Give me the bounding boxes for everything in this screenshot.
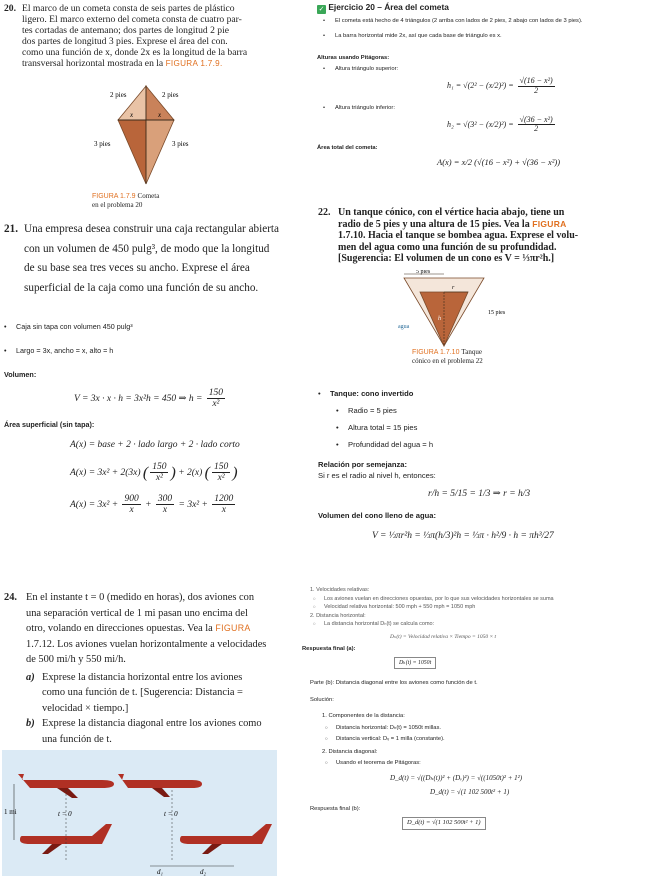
cone-r-label: r [452, 285, 455, 291]
part-a-label: a) [26, 671, 35, 683]
kite-label-x: x [130, 111, 134, 119]
frac-den: x² [212, 399, 220, 410]
area-formula: A(x) = x/2 (√(16 − x²) + √(36 − x²)) [437, 157, 561, 168]
h2-lhs: h₂ = √(3² − (x/2)²) = [447, 119, 514, 129]
solution-21: Caja sin tapa con volumen 450 pulg³ Largo = 3x, ancho = x, alto = h Volumen: V = 3x · x · h = 3x²h = 450 ⇒ h = $\frac{150}{\text{x²}}$ Área superficial (sin tapa): A(x) = base + 2 · lado largo + 2 · lado corto A(x) = 3x² + 2(3x) ( $\frac{150}{\text{x²}}$ ) + 2(x) ( $\frac{150}{\text{x²}}$ ) A(x) = 3x² + $\frac{900}{x}$ + $\frac{300}{x}$ = 3x² + $\frac{1200}{x}$ [4, 322, 304, 516]
problem-22-line: [Sugerencia: El volumen de un cono es V = ⅓πr²h.] [338, 253, 555, 264]
d1-label: d₁ [157, 868, 163, 876]
area-eq2b: + 2(x) [178, 468, 203, 478]
answer-a-title: Respuesta final (a): [302, 646, 356, 652]
problem-22-line: men del agua como una función de su profundidad. [338, 241, 557, 253]
frac-den: x² [217, 473, 225, 484]
diag-eq2: D_d(t) = √(1 102 500t² + 1) [430, 788, 510, 796]
caption-text: en el problema 20 [92, 201, 143, 209]
frac-den: x [221, 505, 226, 516]
solution-label: Solución: [310, 696, 334, 703]
bullet-text: Tanque: cono invertido [330, 389, 414, 398]
part-a-line: Exprese la distancia horizontal entre los aviones [42, 671, 243, 683]
step-text: Usando el teorema de Pitágoras: [336, 760, 421, 766]
frac-num: 150 [208, 388, 223, 398]
h1-frac [518, 77, 555, 96]
area-frac [212, 494, 235, 516]
figure-ref: FIGURA [215, 623, 251, 633]
problem-24-line: 1.7.12. Los aviones vuelan horizontalmente a velocidades [26, 638, 267, 650]
similarity-text: Si r es el radio al nivel h, entonces: [318, 471, 436, 480]
step-text: Los aviones vuelan en direcciones opuestas, por lo que sus velocidades horizontales se suma [324, 595, 554, 602]
frac-num: 1200 [214, 493, 234, 504]
figure-1-7-10-caption [412, 348, 483, 366]
h1-lhs: h₁ = √(2² − (x/2)²) = [447, 81, 514, 91]
problem-24-line: otro, volando en direcciones opuestas. Vea la [26, 623, 213, 634]
solution-22 [318, 388, 648, 542]
caption-text: Cometa [137, 192, 160, 200]
volume-formula: V = 3x · x · h = 3x²h = 450 ⇒ h = [74, 394, 203, 405]
area-frac [156, 494, 174, 516]
frac-den: x [129, 505, 134, 516]
step-title: 2. Distancia horizontal: [310, 612, 366, 619]
kite-figure [86, 80, 206, 190]
caption-text: Tanque [461, 348, 482, 356]
part-a-line: como una función de t. [Sugerencia: Distancia = [42, 687, 243, 698]
answer-b-title: Respuesta final (b): [310, 805, 361, 812]
cone-top-label: 5 pies [416, 270, 431, 275]
t0-label: t = 0 [164, 810, 178, 818]
area-eq2: A(x) = 3x² + 2(3x) [70, 468, 141, 478]
problem-22-line: 1.7.10. Hacia el tanque se bombea agua. Exprese el volu- [338, 230, 579, 241]
problem-20-number: 20. [4, 3, 16, 14]
kite-label-tr: 2 pies [162, 91, 179, 99]
frac-den: x [162, 505, 168, 516]
cone-volume-eq: V = ⅓πr²h = ⅓π(h/3)²h = ⅓π · h²/9 · h = πh³/27 [372, 531, 554, 541]
bullet-text: La barra horizontal mide 2x, así que cada base de triángulo es x. [335, 33, 502, 39]
problem-21-line: de su base sea tres veces su ancho. Exprese el área [24, 262, 250, 274]
figure-1-7-9-caption [92, 192, 159, 210]
problem-20 [4, 3, 294, 69]
cone-figure [394, 270, 514, 350]
problem-21-line: superficial de la caja como una función de su ancho. [24, 281, 259, 294]
heights-title: Alturas usando Pitágoras: [317, 55, 390, 61]
kite-panel [118, 120, 146, 184]
area-title: Área total del cometa: [317, 145, 378, 152]
answer-a-box: Dₕ(t) = 1050t [394, 657, 436, 670]
problem-22-line: radio de 5 pies y una altura de 15 pies. Vea la [338, 218, 530, 230]
similarity-eq: r/h = 5/15 = 1/3 ⇒ r = h/3 [428, 489, 531, 499]
bullet-text: Profundidad del agua = h [348, 440, 434, 449]
kite-label-x: x [158, 111, 162, 119]
bullet-text: Largo = 3x, ancho = x, alto = h [16, 346, 114, 355]
problem-24-line: una separación vertical de 1 mi pasan uno encima del [26, 607, 248, 619]
step-title: 1. Componentes de la distancia: [322, 713, 405, 719]
volume-frac [207, 388, 225, 410]
problem-24 [4, 590, 304, 747]
problem-21-number: 21. [4, 223, 18, 235]
part-a-line: velocidad × tiempo.] [42, 702, 129, 714]
problem-24-line: de 500 mi/h y 550 mi/h. [26, 654, 126, 665]
problem-24-number: 24. [4, 592, 17, 603]
cone-h-label: h [438, 316, 441, 322]
solution-20-title: Ejercicio 20 – Área del cometa [328, 2, 449, 12]
one-mile-label: 1 mi [4, 808, 17, 816]
area-eq1: A(x) = base + 2 · lado largo + 2 · lado corto [70, 439, 240, 450]
step-text: Distancia horizontal: Dₕ(t) = 1050t millas. [336, 724, 441, 731]
step-title: 1. Velocidades relativas: [310, 587, 370, 593]
caption-title: FIGURA 1.7.9 [92, 193, 136, 200]
kite-panel [146, 120, 174, 184]
t0-label: t = 0 [58, 810, 72, 818]
d2-label: d₂ [200, 868, 206, 876]
solution-20 [317, 2, 649, 166]
problem-24-line: En el instante t = 0 (medido en horas), dos aviones con [26, 592, 255, 603]
h2-frac [518, 116, 555, 135]
caption-title: FIGURA 1.7.10 [412, 349, 460, 356]
figure-ref: FIGURA [532, 218, 567, 229]
step-text: Distancia vertical: Dᵥ = 1 milla (constante). [336, 736, 445, 742]
figure-ref: FIGURA 1.7.9. [165, 59, 223, 68]
h1-den: 2 [534, 85, 539, 95]
frac-num: 150 [213, 461, 229, 472]
volume-title: Volumen: [4, 370, 37, 379]
cone-side-label: 15 pies [488, 310, 506, 316]
part-b-heading: Parte (b): Distancia diagonal entre los aviones como función de t. [310, 680, 478, 686]
frac-den: x² [155, 473, 163, 484]
step-text: Velocidad relativa horizontal: 500 mph + 550 mph = 1050 mph [324, 604, 476, 610]
area-frac [212, 462, 230, 484]
bullet-text: El cometa está hecho de 4 triángulos (2 arriba con lados de 2 pies, 2 abajo con lados de 3 pies). [335, 18, 583, 24]
bullet-text: Altura total = 15 pies [348, 423, 418, 432]
problem-20-line: dos partes de longitud 3 pies. Exprese el área del con. [22, 36, 228, 47]
similarity-title: Relación por semejanza: [318, 460, 408, 469]
step-title: 2. Distancia diagonal: [322, 748, 378, 755]
area-title: Área superficial (sin tapa): [4, 419, 95, 429]
area-frac [122, 494, 140, 516]
upper-label: Altura triángulo superior: [335, 66, 399, 72]
part-b-label: b) [26, 718, 35, 729]
part-b-line: Exprese la distancia diagonal entre los aviones como [42, 718, 262, 729]
frac-num: 900 [124, 493, 139, 504]
area-eq3c: = 3x² + [178, 499, 208, 510]
problem-21-line: Una empresa desea construir una caja rectangular abierta [24, 223, 280, 235]
problem-20-line: tes cortadas de antemano; dos partes de longitud 2 pie [22, 25, 230, 36]
problem-20-line: El marco de un cometa consta de seis partes de plástico [22, 3, 235, 14]
problem-21 [4, 220, 304, 298]
kite-label-bl: 3 pies [94, 140, 111, 148]
frac-num: 150 [152, 461, 167, 472]
solution-24 [302, 586, 648, 830]
problem-22 [318, 207, 648, 265]
area-eq3: A(x) = 3x² + [70, 499, 119, 510]
diag-eq1: D_d(t) = √((Dₕ(t))² + (Dᵥ)²) = √((1050t)² + 1²) [390, 773, 523, 782]
step-text: La distancia horizontal Dₕ(t) se calcula como: [324, 621, 435, 627]
problem-21-line: con un volumen de 450 pulg³, de modo que la longitud [24, 242, 270, 255]
bullet-text: Radio = 5 pies [348, 406, 397, 415]
bullet-text: Caja sin tapa con volumen 450 pulg³ [16, 322, 133, 331]
h1-num: √(16 − x²) [519, 76, 553, 85]
cone-water-label: agua [398, 324, 410, 330]
step-eq: Dₕ(t) = Velocidad relativa × Tiempo = 1050 × t [390, 633, 497, 640]
h2-num: √(36 − x²) [519, 114, 553, 124]
problem-20-line: ligero. El marco externo del cometa consta de cuatro par- [22, 14, 242, 25]
area-frac [150, 462, 168, 484]
part-b-line: una función de t. [42, 733, 112, 745]
problem-20-line: como una función de x, donde 2x es la longitud de la barra [22, 47, 248, 58]
airplanes-figure [2, 750, 277, 876]
caption-text: cónico en el problema 22 [412, 357, 483, 365]
kite-label-tl: 2 pies [110, 91, 127, 99]
answer-b-box: D_d(t) = √(1 102 500t² + 1) [402, 817, 486, 830]
h2-den: 2 [534, 124, 539, 134]
lower-label: Altura triángulo inferior: [335, 104, 395, 111]
problem-20-line: transversal horizontal mostrada en la [22, 58, 164, 69]
problem-22-line: Un tanque cónico, con el vértice hacia abajo, tiene un [338, 207, 565, 218]
check-icon: ✓ [318, 6, 325, 13]
kite-label-br: 3 pies [172, 140, 189, 148]
problem-22-number: 22. [318, 207, 331, 218]
cone-volume-title: Volumen del cono lleno de agua: [318, 511, 436, 520]
frac-num: 300 [157, 493, 173, 504]
